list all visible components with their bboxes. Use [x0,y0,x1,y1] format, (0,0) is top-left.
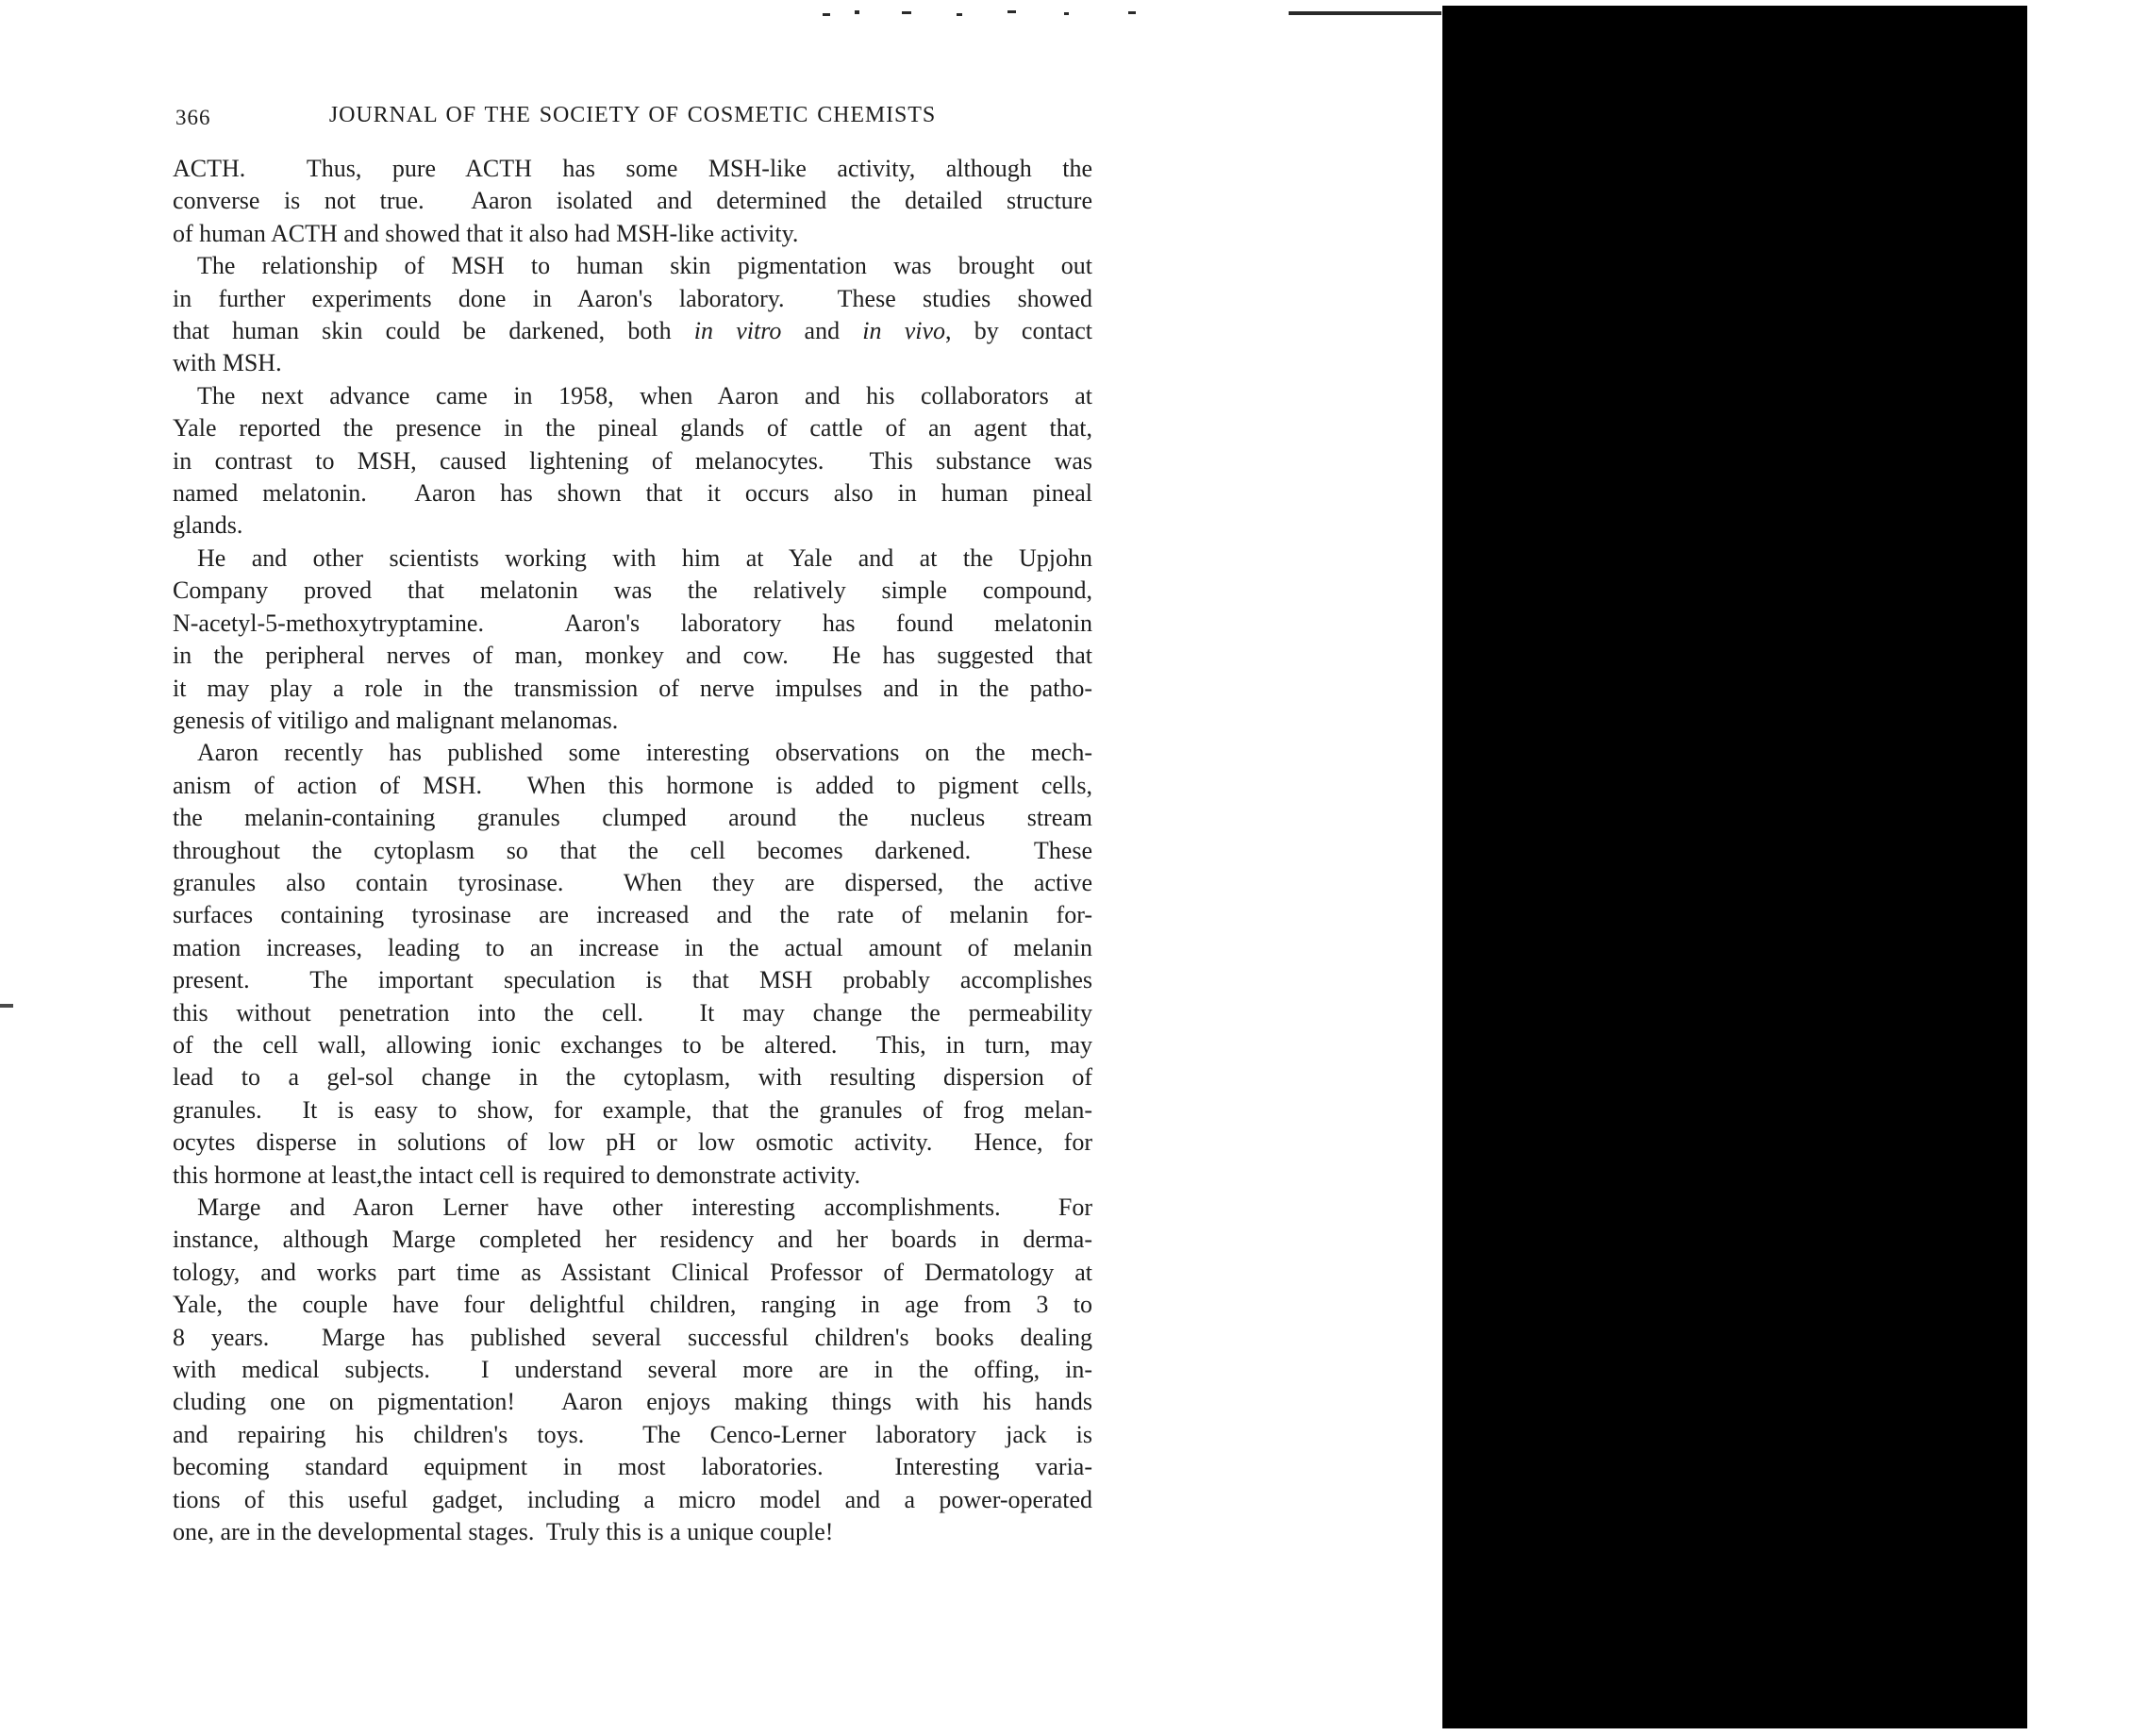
text-line: 8 years. Marge has published several successful children's books dealing [173,1323,1092,1351]
article-body [173,153,1092,1548]
scan-artifact-dot [823,13,830,16]
text-line: Company proved that melatonin was the relatively simple compound, [173,576,1092,605]
text-line: in contrast to MSH, caused lightening of melanocytes. This substance was [173,446,1092,475]
text-line: ocytes disperse in solutions of low pH or low osmotic activity. Hence, for [173,1128,1092,1157]
paragraph [173,380,1092,542]
scan-artifact-dot [902,11,911,14]
text-line: of the cell wall, allowing ionic exchanges to be altered. This, in turn, may [173,1030,1092,1059]
text-line: anism of action of MSH. When this hormone is added to pigment cells, [173,771,1092,799]
text-line: genesis of vitiligo and malignant melanomas. [173,706,619,734]
text-line: with medical subjects. I understand several more are in the offing, in- [173,1356,1092,1384]
text-line: the melanin-containing granules clumped around the nucleus stream [173,804,1092,832]
page-number: 366 [175,106,211,129]
text-line: tions of this useful gadget, including a micro model and a power-operated [173,1485,1092,1513]
text-line: The next advance came in 1958, when Aaron and his collaborators at [197,381,1092,409]
text-line: mation increases, leading to an increase in the actual amount of melanin [173,933,1092,961]
text-line: this hormone at least,the intact cell is required to demonstrate activity. [173,1160,860,1189]
text-line: throughout the cytoplasm so that the cell becomes darkened. These [173,836,1092,864]
text-line: Marge and Aaron Lerner have other interesting accomplishments. For [197,1194,1092,1221]
text-line: N-acetyl-5-methoxytryptamine. Aaron's laboratory has found melatonin [173,609,1092,637]
scan-artifact-dot [957,13,962,16]
text-line: tology, and works part time as Assistant Clinical Professor of Dermatology at [173,1258,1092,1286]
text-line: surfaces containing tyrosinase are increased and the rate of melanin for- [173,901,1092,929]
paragraph [173,1192,1092,1548]
paragraph [173,250,1092,380]
text-line: and repairing his children's toys. The Cenco-Lerner laboratory jack is [173,1420,1092,1448]
text-line: converse is not true. Aaron isolated and determined the detailed structure [173,187,1092,215]
scan-artifact-margin-dash [0,1004,13,1008]
text-line: glands. [173,511,243,540]
text-line: with MSH. [173,349,282,377]
text-line: Aaron recently has published some interesting observations on the mech- [197,739,1092,767]
text-line: cluding one on pigmentation! Aaron enjoys making things with his hands [173,1388,1092,1416]
scan-artifact-dot [855,10,859,14]
text-line: that human skin could be darkened, both in vitro and in vivo, by contact [173,317,1092,345]
text-line: in further experiments done in Aaron's laboratory. These studies showed [173,284,1092,312]
text-line: becoming standard equipment in most laboratories. Interesting varia- [173,1453,1092,1481]
paragraph [173,542,1092,737]
text-line: The relationship of MSH to human skin pigmentation was brought out [197,252,1092,280]
text-line: Yale, the couple have four delightful children, ranging in age from 3 to [173,1291,1092,1319]
text-line: granules also contain tyrosinase. When they are dispersed, the active [173,868,1092,896]
scan-artifact-dot [1007,10,1016,13]
text-line: it may play a role in the transmission of nerve impulses and in the patho- [173,674,1092,702]
text-line: of human ACTH and showed that it also had MSH-like activity. [173,219,799,247]
scan-artifact-dot [1128,11,1136,14]
paragraph [173,737,1092,1192]
text-line: ACTH. Thus, pure ACTH has some MSH-like activity, although the [173,155,1092,182]
text-line: one, are in the developmental stages. Truly this is a unique couple! [173,1518,834,1546]
text-line: this without penetration into the cell. It may change the permeability [173,998,1092,1027]
redaction-block [1442,6,2027,1728]
text-line: in the peripheral nerves of man, monkey and cow. He has suggested that [173,642,1092,670]
text-line: Yale reported the presence in the pineal glands of cattle of an agent that, [173,414,1092,442]
text-line: instance, although Marge completed her residency and her boards in derma- [173,1226,1092,1254]
scan-artifact-line [1289,11,1441,15]
text-line: lead to a gel-sol change in the cytoplasm, with resulting dispersion of [173,1063,1092,1092]
text-line: present. The important speculation is that MSH probably accomplishes [173,966,1092,994]
text-line: named melatonin. Aaron has shown that it occurs also in human pineal [173,479,1092,508]
text-line: granules. It is easy to show, for example, that the granules of frog melan- [173,1095,1092,1124]
scan-artifact-dot [1064,12,1069,15]
running-header-title: JOURNAL OF THE SOCIETY OF COSMETIC CHEMISTS [328,103,937,127]
paragraph [173,153,1092,250]
text-line: He and other scientists working with him at Yale and at the Upjohn [197,543,1092,572]
